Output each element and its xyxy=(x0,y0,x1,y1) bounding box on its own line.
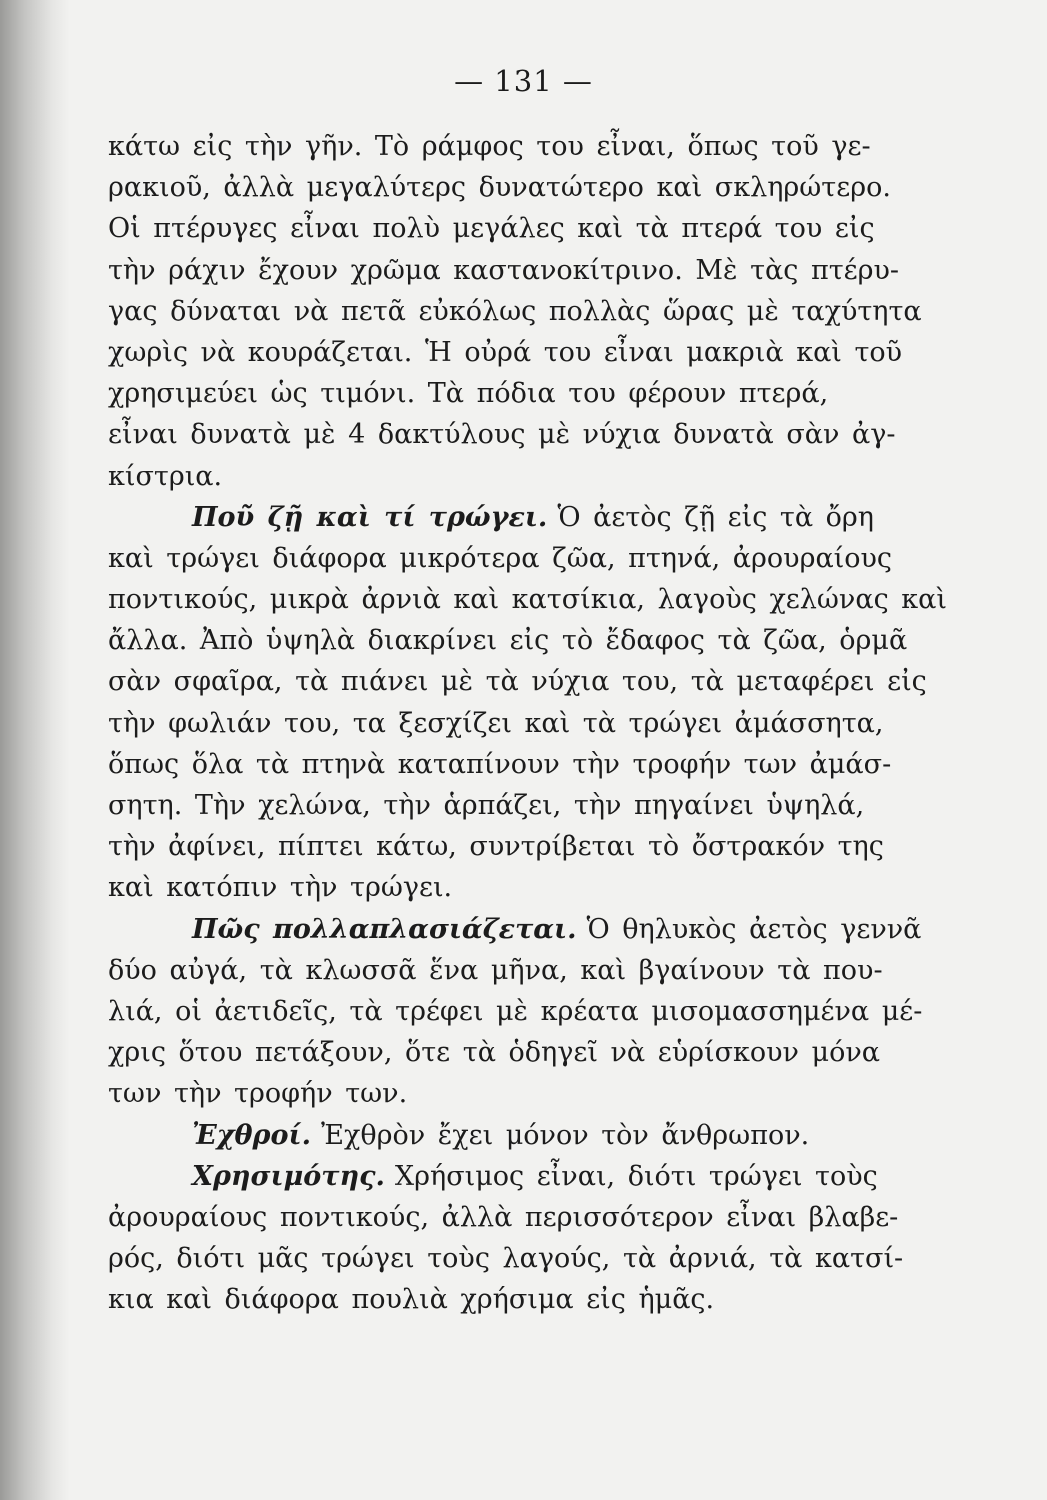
text-line xyxy=(108,167,928,208)
line-text: καὶ τρώγει διάφορα μικρότερα ζῶα, πτηνά, ἀρουραίους xyxy=(108,542,893,574)
line-text: ὅπως ὅλα τὰ πτηνὰ καταπίνουν τὴν τροφήν των ἀμάσ- xyxy=(108,748,892,780)
text-line xyxy=(108,826,928,867)
body-text xyxy=(108,126,947,1320)
text-line xyxy=(108,332,928,373)
text-line xyxy=(108,250,928,291)
line-text: Χρήσιμος εἶναι, διότι τρώγει τοὺς xyxy=(394,1160,878,1192)
section-heading: Ποῦ ζῇ καὶ τί τρώγει. xyxy=(192,501,548,533)
line-text: χρησιμεύει ὡς τιμόνι. Τὰ πόδια του φέρουν πτερά, xyxy=(108,378,829,410)
line-text: Ὁ ἀετὸς ζῇ εἰς τὰ ὄρη xyxy=(557,501,874,533)
line-text: σητη. Τὴν χελώνα, τὴν ἁρπάζει, τὴν πηγαίνει ὑψηλά, xyxy=(108,790,865,821)
section-heading: Πῶς πολλαπλασιάζεται. xyxy=(192,913,577,945)
line-text: κάτω εἰς τὴν γῆν. Τὸ ράμφος του εἶναι, ὅπως τοῦ γε- xyxy=(108,131,871,162)
line-text: λιά, οἱ ἀετιδεῖς, τὰ τρέφει μὲ κρέατα μισομασσημένα μέ- xyxy=(108,995,923,1027)
text-line xyxy=(108,991,928,1032)
text-line xyxy=(108,497,928,538)
line-text: Ἐχθρὸν ἔχει μόνον τὸν ἄνθρωπον. xyxy=(320,1119,810,1151)
line-text: ἄλλα. Ἀπὸ ὑψηλὰ διακρίνει εἰς τὸ ἔδαφος τὰ ζῶα, ὁρμᾶ xyxy=(108,625,908,657)
text-line xyxy=(108,867,928,908)
text-line xyxy=(108,785,928,826)
line-text: ἀρουραίους ποντικούς, ἀλλὰ περισσότερον εἶναι βλαβε- xyxy=(108,1201,899,1233)
line-text: κίστρια. xyxy=(108,460,223,492)
line-text: τὴν ἀφίνει, πίπτει κάτω, συντρίβεται τὸ ὄστρακόν της xyxy=(108,831,884,863)
line-text: δύο αὐγά, τὰ κλωσσᾶ ἕνα μῆνα, καὶ βγαίνουν τὰ που- xyxy=(108,954,883,986)
text-line xyxy=(108,126,928,167)
line-text: κια καὶ διάφορα πουλιὰ χρήσιμα εἰς ἡμᾶς. xyxy=(108,1284,715,1316)
line-text: Οἱ πτέρυγες εἶναι πολὺ μεγάλες καὶ τὰ πτερά του εἰς xyxy=(108,213,875,245)
text-line xyxy=(108,1279,928,1320)
text-line xyxy=(108,538,928,579)
text-line xyxy=(108,456,928,497)
text-line xyxy=(108,414,928,455)
text-line xyxy=(108,1032,928,1073)
line-text: τὴν ράχιν ἔχουν χρῶμα καστανοκίτρινο. Μὲ τὰς πτέρυ- xyxy=(108,254,900,286)
text-line xyxy=(108,1197,928,1238)
line-text: χρις ὅτου πετάξουν, ὅτε τὰ ὁδηγεῖ νὰ εὑρίσκουν μόνα xyxy=(108,1037,880,1069)
text-line xyxy=(108,1115,928,1156)
text-line xyxy=(108,579,947,620)
line-text: χωρὶς νὰ κουράζεται. Ἡ οὐρά του εἶναι μακριὰ καὶ τοῦ xyxy=(108,336,903,368)
text-line xyxy=(108,1238,928,1279)
text-line xyxy=(108,291,928,332)
text-line xyxy=(108,373,928,414)
line-text: γας δύναται νὰ πετᾶ εὐκόλως πολλὰς ὥρας μὲ ταχύτητα xyxy=(108,295,922,327)
line-text: ρακιοῦ, ἀλλὰ μεγαλύτερς δυνατώτερο καὶ σκληρώτερο. xyxy=(108,172,891,204)
line-text: ρός, διότι μᾶς τρώγει τοὺς λαγούς, τὰ ἀρνιά, τὰ κατσί- xyxy=(108,1243,904,1275)
text-line xyxy=(108,1073,928,1114)
section-heading: Χρησιμότης. xyxy=(192,1160,385,1192)
binding-shadow xyxy=(0,0,70,1500)
page-number: — 131 — xyxy=(454,64,593,98)
line-text: τὴν φωλιάν του, τα ξεσχίζει καὶ τὰ τρώγει ἀμάσσητα, xyxy=(108,707,884,739)
text-line xyxy=(108,661,928,702)
line-text: των τὴν τροφήν των. xyxy=(108,1078,408,1110)
line-text: καὶ κατόπιν τὴν τρώγει. xyxy=(108,872,453,904)
line-text: εἶναι δυνατὰ μὲ 4 δακτύλους μὲ νύχια δυνατὰ σὰν ἀγ- xyxy=(108,419,896,451)
text-line xyxy=(108,208,928,249)
text-line xyxy=(108,1156,928,1197)
line-text: Ὁ θηλυκὸς ἀετὸς γεννᾶ xyxy=(586,913,922,945)
text-line xyxy=(108,950,928,991)
text-line xyxy=(108,909,928,950)
text-line xyxy=(108,620,928,661)
text-line xyxy=(108,744,928,785)
line-text: σὰν σφαῖρα, τὰ πιάνει μὲ τὰ νύχια του, τὰ μεταφέρει εἰς xyxy=(108,666,927,698)
section-heading: Ἐχθροί. xyxy=(192,1119,311,1151)
line-text: ποντικούς, μικρὰ ἀρνιὰ καὶ κατσίκια, λαγοὺς χελώνας καὶ xyxy=(108,584,947,616)
text-line xyxy=(108,703,928,744)
